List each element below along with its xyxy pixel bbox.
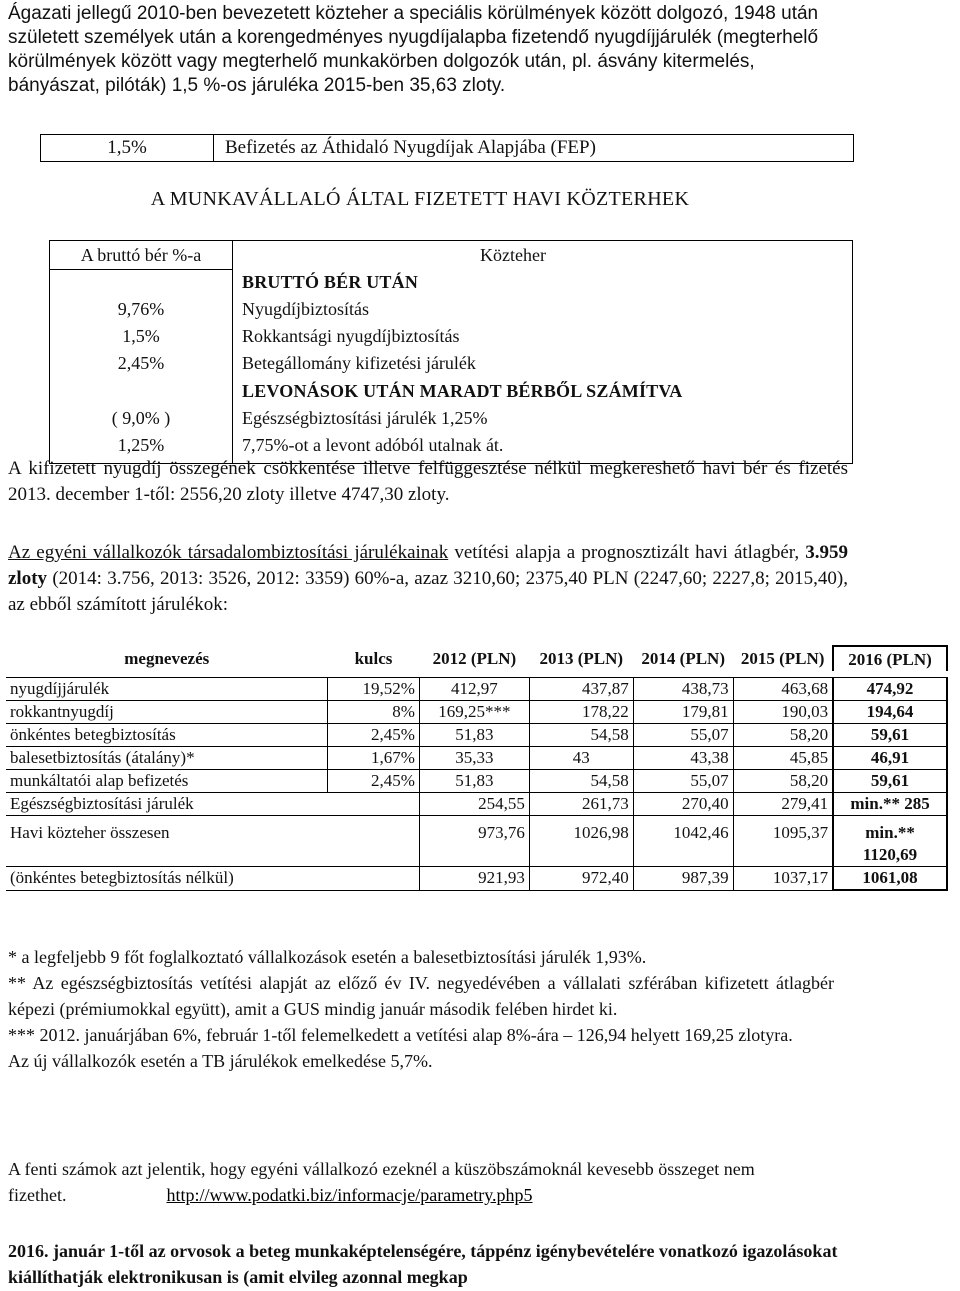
row-label: önkéntes betegbiztosítás <box>6 724 328 747</box>
value-cell: 190,03 <box>733 701 833 724</box>
row-label: Egészségbiztosítási járulék 1,25% <box>242 408 488 428</box>
value-cell: 46,91 <box>833 747 947 770</box>
value-cell: 412,97 <box>419 678 529 701</box>
row-rate: 9,76% <box>117 299 165 319</box>
header-cell: kulcs <box>354 649 393 668</box>
table-row <box>6 816 947 867</box>
row-label: rokkantnyugdíj <box>6 701 328 724</box>
value-cell: 254,55 <box>419 793 529 816</box>
row-rate: 1,25% <box>117 435 165 455</box>
table-row <box>6 867 947 891</box>
value-cell: 51,83 <box>419 724 529 747</box>
row-label: Havi közteher összesen <box>6 816 419 867</box>
fep-box <box>40 134 854 162</box>
value-cell: 463,68 <box>733 678 833 701</box>
value-cell: 58,20 <box>733 770 833 793</box>
value-cell: min.** 1120,69 <box>833 816 947 867</box>
value-cell: 1026,98 <box>529 816 633 867</box>
value-cell: 972,40 <box>529 867 633 891</box>
value-cell: 43 <box>529 747 633 770</box>
value-cell: 194,64 <box>833 701 947 724</box>
value-cell: 59,61 <box>833 770 947 793</box>
bold-amount: 3.959 zloty <box>8 542 848 589</box>
footnote: * a legfeljebb 9 főt foglalkoztató vállalkozások esetén a balesetbiztosítási járulék 1,93%. <box>8 947 647 967</box>
row-label: Rokkantsági nyugdíjbiztosítás <box>242 326 460 346</box>
rate-cell: 2,45% <box>328 770 420 793</box>
fep-rate: 1,5% <box>41 135 214 161</box>
value-cell: 169,25*** <box>419 701 529 724</box>
row-label: (önkéntes betegbiztosítás nélkül) <box>6 867 419 891</box>
table-row <box>6 701 947 724</box>
value-cell: 437,87 <box>529 678 633 701</box>
header-cell: 2015 (PLN) <box>740 649 825 668</box>
table-row <box>50 378 852 405</box>
table-row <box>50 405 852 432</box>
row-rate: 2,45% <box>117 353 165 373</box>
value-cell: 921,93 <box>419 867 529 891</box>
value-cell: 261,73 <box>529 793 633 816</box>
table-row <box>6 724 947 747</box>
fep-text: Befizetés az Áthidaló Nyugdíjak Alapjába (FEP) <box>225 137 596 158</box>
table-row <box>50 432 852 459</box>
table-row <box>50 350 852 377</box>
footnotes <box>8 944 834 1074</box>
value-cell: min.** 285 <box>833 793 947 816</box>
header-cell: 2012 (PLN) <box>432 649 517 668</box>
main-title: A MUNKAVÁLLALÓ ÁLTAL FIZETETT HAVI KÖZTERHEK <box>150 188 690 210</box>
value-cell: 55,07 <box>633 724 733 747</box>
value-cell: 179,81 <box>633 701 733 724</box>
value-cell: 973,76 <box>419 816 529 867</box>
footnote: ** Az egészségbiztosítás vetítési alapját az előző év IV. negyedévében a vállalati szférában kifizetett átlagbér képezi (prémiumokkal együtt), amit a GUS mindig január második felében hirdet ki. <box>8 973 834 1019</box>
table-header-row <box>6 646 947 671</box>
row-label: munkáltatói alap befizetés <box>6 770 328 793</box>
table-row <box>50 269 852 296</box>
header-cell: 2014 (PLN) <box>641 649 725 668</box>
contributions-table <box>6 645 948 891</box>
table-row <box>6 747 947 770</box>
footnote: Az új vállalkozók esetén a TB járulékok emelkedése 5,7%. <box>8 1051 433 1071</box>
value-cell: 438,73 <box>633 678 733 701</box>
value-cell: 51,83 <box>419 770 529 793</box>
rate-cell: 2,45% <box>328 724 420 747</box>
value-cell: 1095,37 <box>733 816 833 867</box>
row-label: Egészségbiztosítási járulék <box>6 793 419 816</box>
table-row <box>6 678 947 701</box>
table-row <box>50 296 852 323</box>
rate-cell: 19,52% <box>328 678 420 701</box>
row-label: LEVONÁSOK UTÁN MARADT BÉRBŐL SZÁMÍTVA <box>242 381 683 401</box>
header-cell: megnevezés <box>124 649 210 668</box>
header-burden: Közteher <box>480 245 546 265</box>
rate-cell: 8% <box>328 701 420 724</box>
threshold-paragraph <box>8 1156 848 1208</box>
row-label: Betegállomány kifizetési járulék <box>242 353 476 373</box>
value-cell: 987,39 <box>633 867 733 891</box>
value-cell: 1037,17 <box>733 867 833 891</box>
table-row <box>6 793 947 816</box>
table-row <box>6 770 947 793</box>
value-cell: 1042,46 <box>633 816 733 867</box>
paragraph-text: A fenti számok azt jelentik, hogy egyéni vállalkozó ezeknél a küszöbszámoknál kevesebb összeget nem fizethet. <box>8 1159 755 1205</box>
value-cell: 279,41 <box>733 793 833 816</box>
underlined-text: Az egyéni vállalkozók társadalombiztosítási járulékainak <box>8 542 449 563</box>
value-cell: 474,92 <box>833 678 947 701</box>
row-label: BRUTTÓ BÉR UTÁN <box>242 272 419 292</box>
intro-paragraph: Ágazati jellegű 2010-ben bevezetett közteher a speciális körülmények között dolgozó, 1948 után született személyek után a korengedményes nyugdíjalapba fizetendő nyugdíjjárulék (megterhelő körülmények között vagy megterhelő munkakörben dolgozók után, pl. ásvány kitermelés, bányászat, pilóták) 1,5 %-os járuléka 2015-ben 35,63 zloty. <box>8 3 819 96</box>
value-cell: 1061,08 <box>833 867 947 891</box>
pension-limit-paragraph: A kifizetett nyugdíj összegének csökkentése illetve felfüggesztése nélkül megkereshető havi bér és fizetés 2013. december 1-től: 2556,20 zloty illetve 4747,30 zloty. <box>8 458 848 505</box>
source-link[interactable]: http://www.podatki.biz/informacje/parametry.php5 <box>166 1185 533 1205</box>
value-cell: 35,33 <box>419 747 529 770</box>
value-cell: 55,07 <box>633 770 733 793</box>
value-cell: 54,58 <box>529 770 633 793</box>
table-row <box>50 323 852 350</box>
employee-burden-table <box>49 240 853 464</box>
value-cell: 54,58 <box>529 724 633 747</box>
footnote: *** 2012. januárjában 6%, február 1-től felemelkedett a vetítési alap 8%-ára – 126,94 helyett 169,25 zlotyra. <box>8 1025 793 1045</box>
value-cell: 59,61 <box>833 724 947 747</box>
contribution-base-paragraph <box>8 540 848 618</box>
rate-cell: 1,67% <box>328 747 420 770</box>
value-cell: 43,38 <box>633 747 733 770</box>
paragraph-text: vetítési alapja a prognosztizált havi átlagbér, <box>448 542 806 563</box>
value-cell: 45,85 <box>733 747 833 770</box>
row-label: Nyugdíjbiztosítás <box>242 299 369 319</box>
paragraph-text: (2014: 3.756, 2013: 3526, 2012: 3359) 60%-a, azaz 3210,60; 2375,40 PLN (2247,60; 2227,8; 2015,40), az ebből számított járulékok: <box>8 568 848 615</box>
row-rate: ( 9,0% ) <box>111 408 171 428</box>
row-label: nyugdíjjárulék <box>6 678 328 701</box>
value-cell: 178,22 <box>529 701 633 724</box>
header-cell: 2016 (PLN) <box>833 646 947 671</box>
header-cell: 2013 (PLN) <box>539 649 624 668</box>
header-gross-percent: A bruttó bér %-a <box>80 245 202 265</box>
row-label: 7,75%-ot a levont adóból utalnak át. <box>242 435 504 455</box>
final-paragraph: 2016. január 1-től az orvosok a beteg munkaképtelenségére, táppénz igénybevételére vonatkozó igazolásokat kiállíthatják elektronikusan is (amit elvileg azonnal megkap <box>8 1241 838 1287</box>
value-cell: 270,40 <box>633 793 733 816</box>
row-rate: 1,5% <box>122 326 160 346</box>
row-label: balesetbiztosítás (átalány)* <box>6 747 328 770</box>
value-cell: 58,20 <box>733 724 833 747</box>
